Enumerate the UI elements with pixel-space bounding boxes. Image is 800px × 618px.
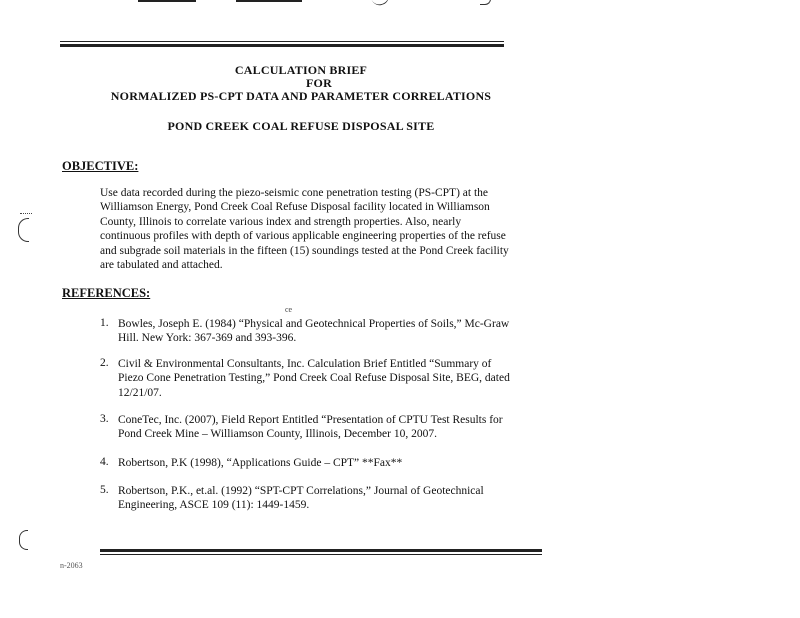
reference-line: Robertson, P.K., et.al. (1992) “SPT-CPT Correlations,” Journal of Geotechnical xyxy=(118,485,484,497)
objective-line: continuous profiles with depth of various applicable engineering properties of the refuse xyxy=(100,230,506,243)
bottom-margin-bracket-mark xyxy=(19,530,28,550)
reference-line: Hill. New York: 367-369 and 393-396. xyxy=(118,332,297,345)
objective-heading: OBJECTIVE: xyxy=(62,159,139,173)
reference-line: Bowles, Joseph E. (1984) “Physical and Geotechnical Properties of Soils,” Mc-Graw xyxy=(118,318,510,330)
references-heading: REFERENCES: xyxy=(62,286,151,300)
margin-bracket-mark xyxy=(18,218,29,242)
reference-item xyxy=(118,317,542,346)
reference-line: Engineering, ASCE 109 (11): 1449-1459. xyxy=(118,499,310,512)
objective-line: and subgrade soil materials in the fifteen (15) soundings tested at the Pond Creek facility xyxy=(100,244,509,257)
reference-line: Robertson, P.K (1998), “Applications Guide – CPT” **Fax** xyxy=(118,457,403,469)
reference-number: 3. xyxy=(100,413,109,425)
reference-line: Civil & Environmental Consultants, Inc. Calculation Brief Entitled “Summary of xyxy=(118,358,492,370)
reference-item xyxy=(118,413,542,442)
site-title: POND CREEK COAL REFUSE DISPOSAL SITE xyxy=(167,119,435,133)
handwritten-annotation: ce xyxy=(285,305,293,314)
reference-number: 4. xyxy=(100,456,109,468)
reference-item xyxy=(118,357,542,400)
title-line-2: FOR xyxy=(306,76,332,90)
top-scribble-2 xyxy=(480,0,491,5)
reference-line: ConeTec, Inc. (2007), Field Report Entitled “Presentation of CPTU Test Results for xyxy=(118,414,503,426)
top-scribble xyxy=(371,0,392,8)
reference-number: 1. xyxy=(100,317,109,329)
reference-number: 5. xyxy=(100,484,109,496)
bottom-rule-thick xyxy=(100,549,542,552)
reference-line: Piezo Cone Penetration Testing,” Pond Creek Coal Refuse Disposal Site, BEG, dated xyxy=(118,372,510,385)
reference-item xyxy=(118,484,542,513)
objective-paragraph xyxy=(100,186,542,272)
top-header-mark-right xyxy=(236,0,302,2)
reference-line: Pond Creek Mine – Williamson County, Illinois, December 10, 2007. xyxy=(118,428,437,441)
objective-line: County, Illinois to correlate various index and strength properties. Also, nearly xyxy=(100,215,462,228)
objective-line: Use data recorded during the piezo-seismic cone penetration testing (PS-CPT) at the xyxy=(100,187,489,199)
reference-number: 2. xyxy=(100,357,109,369)
objective-line: are tabulated and attached. xyxy=(100,259,223,272)
reference-line: 12/21/07. xyxy=(118,386,162,399)
title-line-1: CALCULATION BRIEF xyxy=(234,63,368,77)
top-rule-thick xyxy=(60,44,504,47)
reference-item xyxy=(118,456,542,470)
top-header-mark-left xyxy=(138,0,196,2)
objective-line: Williamson Energy, Pond Creek Coal Refuse Disposal facility located in Williamson xyxy=(100,201,490,214)
bottom-rule-thin xyxy=(100,554,542,555)
top-rule-thin xyxy=(60,41,504,42)
title-line-3: NORMALIZED PS-CPT DATA AND PARAMETER CORRELATIONS xyxy=(110,89,492,103)
margin-tick-mark xyxy=(20,213,32,214)
document-id: n-2063 xyxy=(60,561,83,570)
